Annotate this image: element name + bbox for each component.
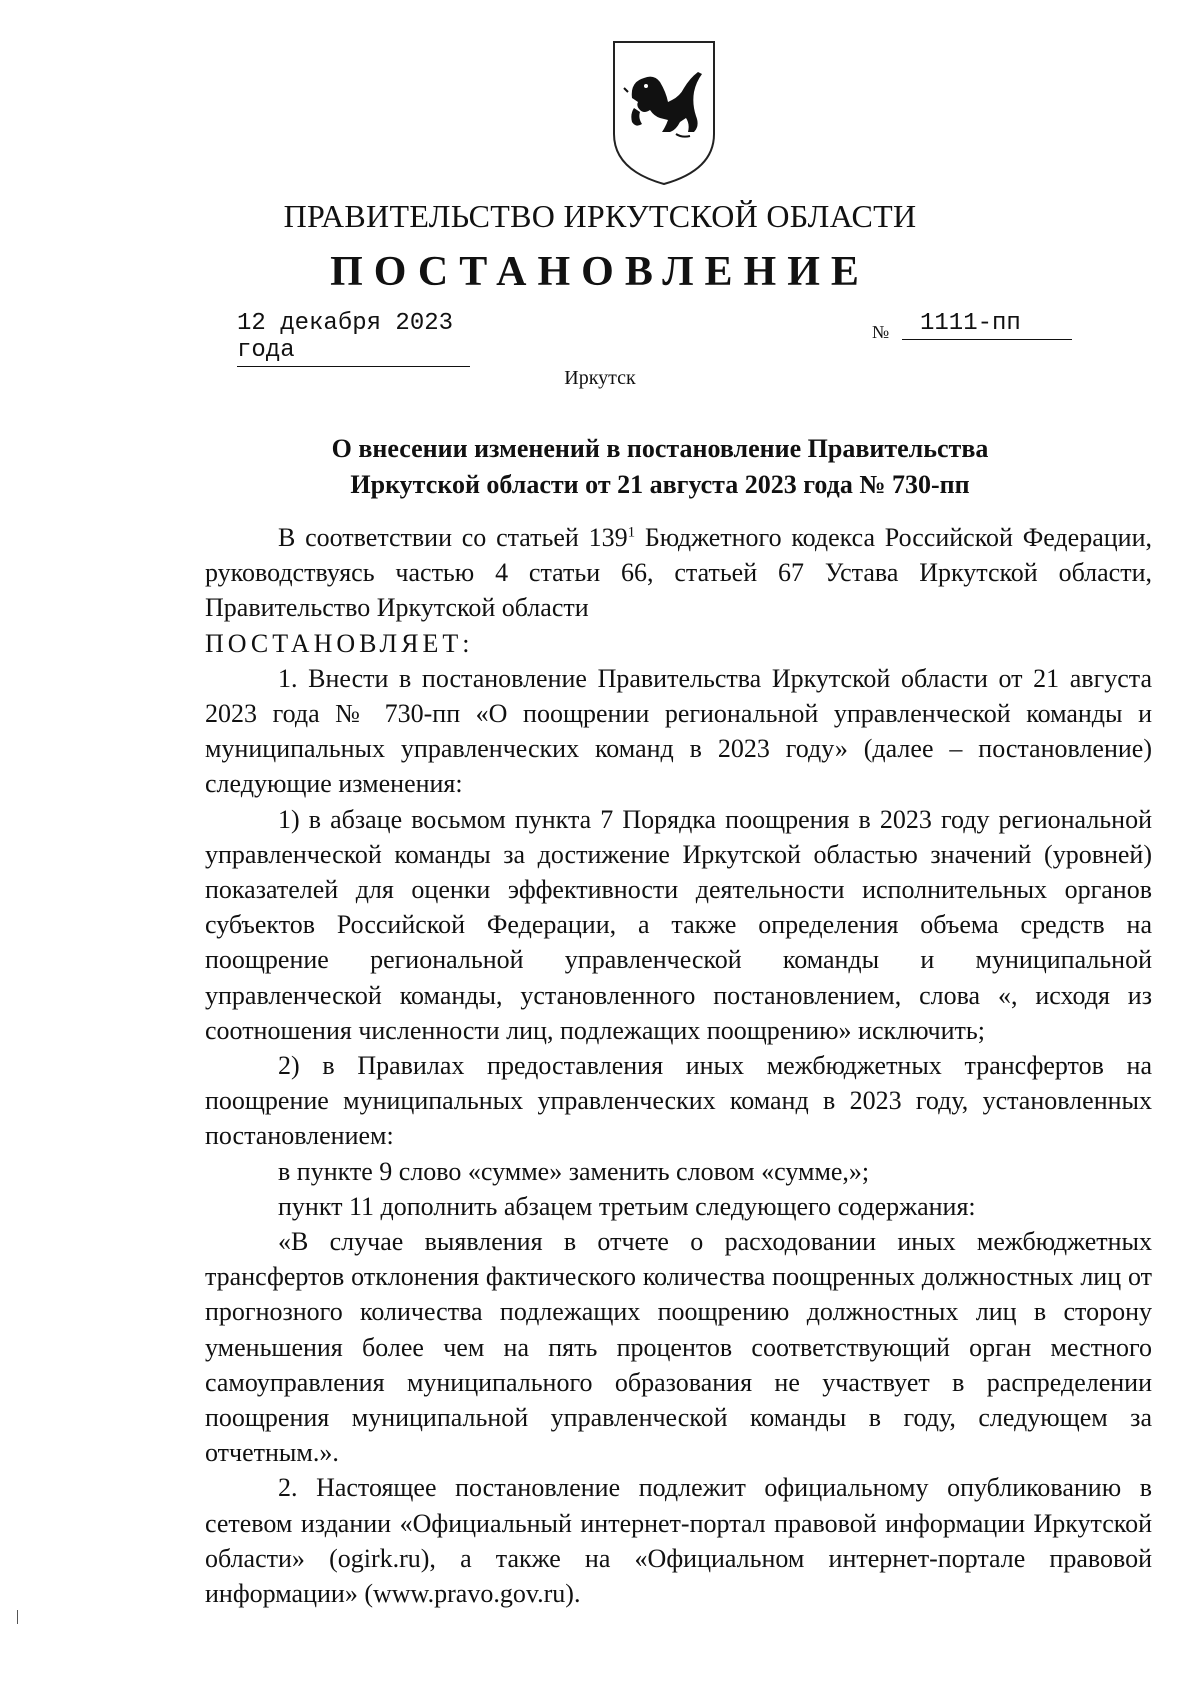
decree-subject: [280, 431, 1040, 503]
paragraph-item-1-2a: в пункте 9 слово «сумме» заменить словом «сумме,»;: [278, 1156, 870, 1186]
paragraph-item-1: 1. Внести в постановление Правительства Иркутской области от 21 августа 2023 года № 730-пп «О поощрении региональной управленческой команды и муниципальных управленческих команд в 2023 году» (далее – постановление) следующие изменения:: [205, 663, 1152, 799]
number-label: №: [872, 322, 890, 342]
resolves-heading: ПОСТАНОВЛЯЕТ:: [205, 628, 474, 658]
decree-date: 12 декабря 2023 года: [237, 310, 470, 367]
preamble-start: В соответствии со статьей 139: [278, 523, 628, 552]
subject-line-1: О внесении изменений в постановление Правительства: [331, 434, 989, 463]
government-title: ПРАВИТЕЛЬСТВО ИРКУТСКОЙ ОБЛАСТИ: [283, 198, 917, 234]
paragraph-item-1-2: 2) в Правилах предоставления иных межбюджетных трансфертов на поощрение муниципальных управленческих команд в 2023 году, установленных постановлением:: [205, 1051, 1152, 1151]
paragraph-item-1-2b: пункт 11 дополнить абзацем третьим следующего содержания:: [278, 1191, 976, 1221]
decree-title: ПОСТАНОВЛЕНИЕ: [330, 249, 870, 295]
preamble-end: Бюджетного кодекса Российской Федерации, руководствуясь частью 4 статьи 66, статьей 67 Устава Иркутской области, Правительство Иркутской области: [205, 523, 1152, 623]
preamble: [205, 520, 1152, 626]
paragraph-item-1-1: 1) в абзаце восьмом пункта 7 Порядка поощрения в 2023 году региональной управленческой команды за достижение Иркутской областью значений (уровней) показателей для оценки эффективности деятельности исполнительных органов субъектов Российской Федерации, а также определения объема средств на поощрение региональной управленческой команды и муниципальной управленческой команды, установленного постановлением, слова «, исходя из соотношения численности лиц, подлежащих поощрению» исключить;: [205, 804, 1152, 1045]
decree-body: [205, 520, 1152, 1611]
irkutsk-coat-of-arms-icon: [610, 38, 718, 188]
decree-number: 1111-пп: [902, 310, 1072, 340]
paragraph-item-1-2c: «В случае выявления в отчете о расходовании иных межбюджетных трансфертов отклонения фактического количества поощренных должностных лиц от прогнозного количества подлежащих поощрению должностных лиц в сторону уменьшения более чем на пять процентов соответствующий орган местного самоуправления муниципального образования не участвует в распределении поощрения муниципальной управленческой команды в году, следующем за отчетным.».: [205, 1227, 1152, 1468]
margin-mark: [17, 1610, 18, 1624]
subject-line-2: Иркутской области от 21 августа 2023 года № 730-пп: [350, 470, 970, 499]
paragraph-item-2: 2. Настоящее постановление подлежит официальному опубликованию в сетевом издании «Официальный интернет-портал правовой информации Иркутской области» (ogirk.ru), а также на «Официальном интернет-портале правовой информации» (www.pravo.gov.ru).: [205, 1473, 1152, 1609]
city: Иркутск: [564, 367, 636, 389]
article-superscript: 1: [627, 524, 636, 541]
